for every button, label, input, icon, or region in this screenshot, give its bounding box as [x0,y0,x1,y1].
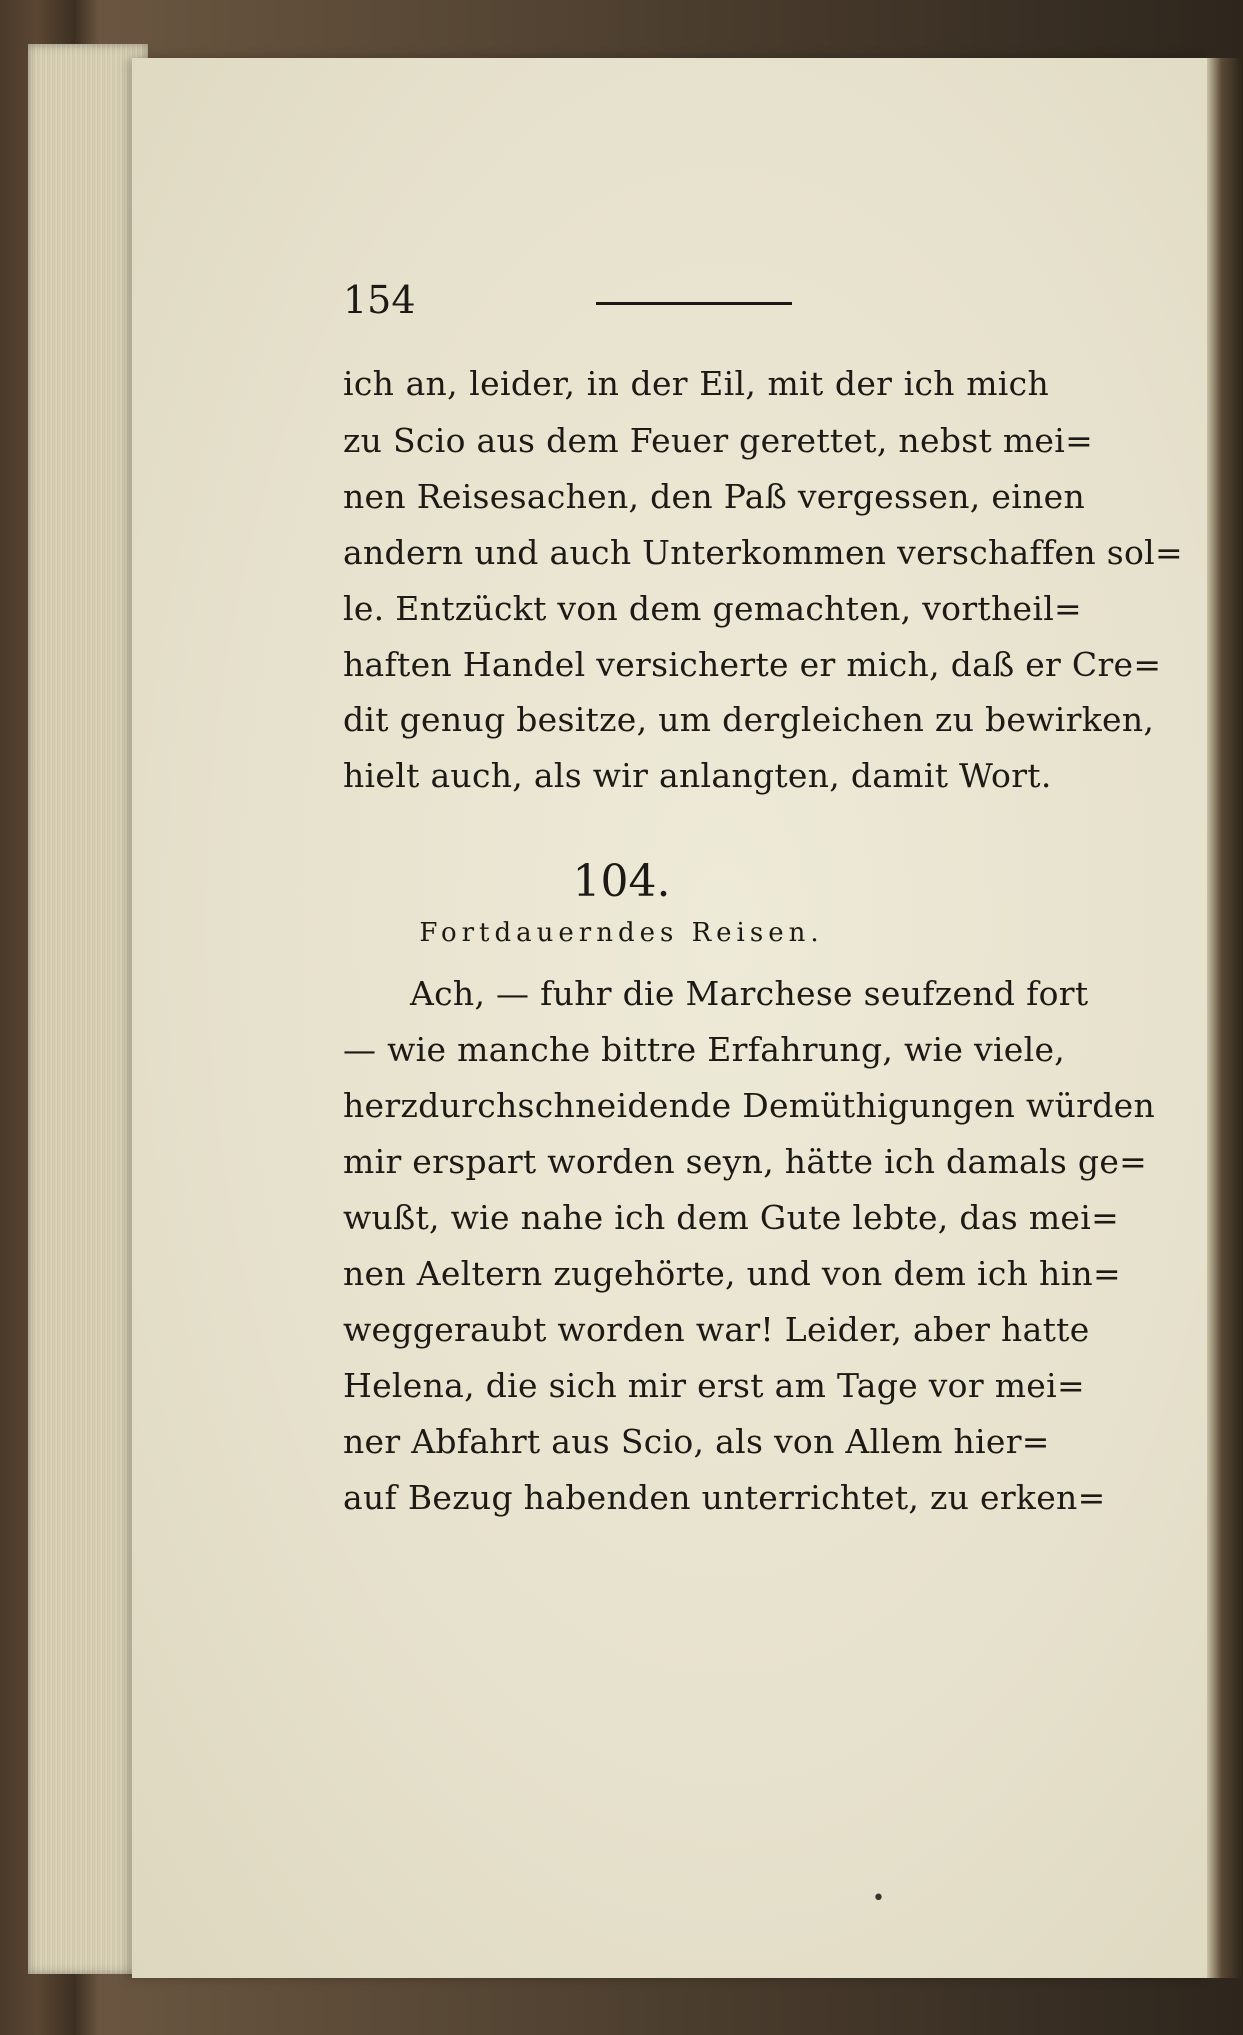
section-line: — wie manche bittre Erfahrung, wie viele, [343,1030,1066,1069]
section-line: herzdurchschneidende Demüthigungen würden [343,1086,1156,1125]
section-title: Fortdauerndes Reisen. [419,918,824,948]
section-line: ner Abfahrt aus Scio, als von Allem hier= [343,1422,1050,1461]
section-number: 104. [572,856,671,907]
paragraph-line: nen Reisesachen, den Paß vergessen, einen [343,477,1086,516]
section-line: wußt, wie nahe ich dem Gute lebte, das mei= [343,1198,1120,1237]
book-page [132,58,1207,1978]
section-line: nen Aeltern zugehörte, und von dem ich hin= [343,1254,1121,1293]
section-line: mir erspart worden seyn, hätte ich damals ge= [343,1142,1148,1181]
book-spine-edge [1207,58,1243,1978]
page-edges [28,44,148,1974]
section-line: weggeraubt worden war! Leider, aber hatte [343,1310,1090,1349]
paragraph-line: ich an, leider, in der Eil, mit der ich mich [343,364,1049,403]
header-rule [596,302,792,305]
paragraph-line: dit genug besitze, um dergleichen zu bewirken, [343,700,1155,739]
section-line: Ach, — fuhr die Marchese seufzend fort [410,974,1089,1013]
page-number: 154 [343,278,416,322]
paragraph-line: zu Scio aus dem Feuer gerettet, nebst mei= [343,421,1094,460]
paragraph-line: hielt auch, als wir anlangten, damit Wort. [343,756,1052,795]
paragraph-line: haften Handel versicherte er mich, daß er Cre= [343,645,1162,684]
paragraph-line: andern und auch Unterkommen verschaffen sol= [343,533,1183,572]
section-line: Helena, die sich mir erst am Tage vor mei= [343,1366,1085,1405]
ink-speck: • [872,1886,885,1911]
section-line: auf Bezug habenden unterrichtet, zu erken= [343,1478,1106,1517]
paragraph-line: le. Entzückt von dem gemachten, vortheil= [343,589,1082,628]
